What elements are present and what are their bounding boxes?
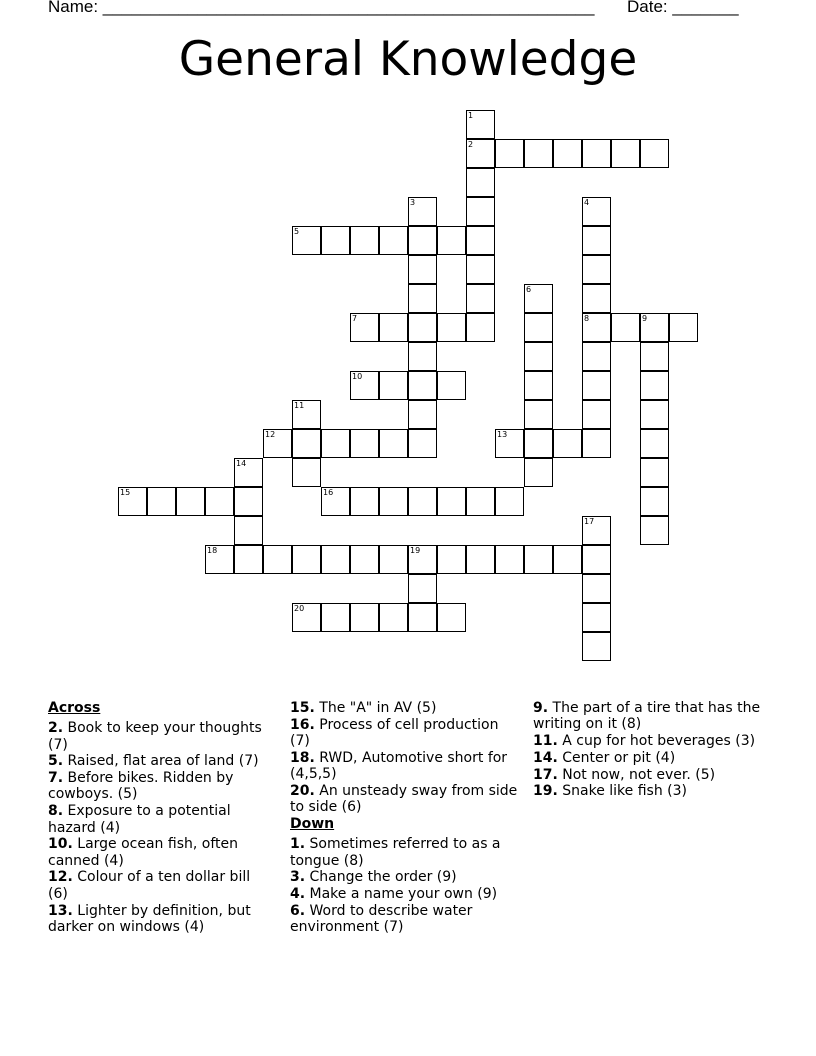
- clue-number: 9.: [533, 700, 549, 716]
- clue-text: Book to keep your thoughts (7): [48, 720, 262, 753]
- clue-number: 12.: [48, 869, 73, 886]
- clue-number-label: 3: [410, 198, 416, 207]
- clue-text: Word to describe water environment (7): [290, 903, 473, 936]
- grid-cell[interactable]: [437, 487, 466, 516]
- grid-cell[interactable]: [379, 371, 408, 400]
- clue-down-6: [290, 903, 518, 936]
- clue-number: 4.: [290, 886, 306, 903]
- across-heading: Across: [48, 700, 101, 716]
- clues-column-3: [533, 700, 763, 800]
- clue-text: RWD, Automotive short for (4,5,5): [290, 749, 508, 783]
- grid-cell[interactable]: [205, 545, 234, 574]
- grid-cell[interactable]: [524, 400, 553, 429]
- grid-cell[interactable]: [495, 487, 524, 516]
- clue-down-4: [290, 886, 518, 902]
- clue-across-8: [48, 803, 273, 836]
- grid-cell[interactable]: [524, 139, 553, 168]
- clue-text: Make a name your own (9): [309, 886, 498, 903]
- grid-cell[interactable]: [582, 255, 611, 284]
- grid-cell[interactable]: [321, 487, 350, 516]
- clue-number: 11.: [533, 733, 558, 750]
- clue-down-9: [533, 700, 763, 733]
- grid-cell[interactable]: [669, 313, 698, 342]
- grid-cell[interactable]: [292, 458, 321, 487]
- clue-number-label: 15: [120, 488, 131, 497]
- clue-number-label: 7: [352, 314, 358, 323]
- clue-number: 14.: [533, 749, 558, 766]
- date-field-label[interactable]: Date: _______: [627, 0, 739, 16]
- clue-number-label: 10: [352, 372, 363, 381]
- clue-number-label: 13: [497, 430, 508, 439]
- clue-text: Lighter by definition, but darker on windows (4): [48, 902, 251, 935]
- grid-cell[interactable]: [640, 371, 669, 400]
- clue-across-12: [48, 869, 273, 902]
- grid-cell[interactable]: [292, 400, 321, 429]
- clue-text: Not now, not ever. (5): [562, 766, 716, 783]
- grid-cell[interactable]: [379, 429, 408, 458]
- clue-number: 2.: [48, 720, 64, 737]
- grid-cell[interactable]: [495, 545, 524, 574]
- grid-cell[interactable]: [640, 400, 669, 429]
- grid-cell[interactable]: [379, 545, 408, 574]
- grid-cell[interactable]: [234, 487, 263, 516]
- grid-cell[interactable]: [408, 284, 437, 313]
- grid-cell[interactable]: [234, 545, 263, 574]
- clue-text: Process of cell production (7): [290, 716, 499, 750]
- clue-text: Center or pit (4): [562, 749, 676, 766]
- grid-cell[interactable]: [466, 313, 495, 342]
- grid-cell[interactable]: [640, 458, 669, 487]
- grid-cell[interactable]: [408, 487, 437, 516]
- clue-number-label: 14: [236, 459, 247, 468]
- grid-cell[interactable]: [437, 545, 466, 574]
- clue-number: 8.: [48, 803, 64, 820]
- grid-cell[interactable]: [321, 603, 350, 632]
- grid-cell[interactable]: [350, 603, 379, 632]
- clue-number: 7.: [48, 770, 64, 787]
- grid-cell[interactable]: [582, 197, 611, 226]
- grid-cell[interactable]: [611, 139, 640, 168]
- grid-cell[interactable]: [466, 545, 495, 574]
- name-field-label[interactable]: Name: ____________________________________________________: [48, 0, 595, 16]
- clue-across-10: [48, 836, 273, 869]
- clue-number-label: 8: [584, 314, 590, 323]
- grid-cell[interactable]: [553, 139, 582, 168]
- grid-cell[interactable]: [466, 110, 495, 139]
- clue-across-18: [290, 750, 518, 783]
- grid-cell[interactable]: [321, 226, 350, 255]
- grid-cell[interactable]: [524, 313, 553, 342]
- clue-number: 17.: [533, 766, 558, 783]
- clue-text: Sometimes referred to as a tongue (8): [290, 836, 501, 869]
- grid-cell[interactable]: [524, 429, 553, 458]
- grid-cell[interactable]: [350, 226, 379, 255]
- clue-across-20: [290, 783, 518, 816]
- grid-cell[interactable]: [350, 487, 379, 516]
- clue-text: The part of a tire that has the writing on it (8): [533, 700, 761, 733]
- grid-cell[interactable]: [408, 371, 437, 400]
- grid-cell[interactable]: [408, 313, 437, 342]
- grid-cell[interactable]: [611, 313, 640, 342]
- grid-cell[interactable]: [234, 516, 263, 545]
- grid-cell[interactable]: [379, 487, 408, 516]
- grid-cell[interactable]: [524, 545, 553, 574]
- clue-number-label: 18: [207, 546, 218, 555]
- grid-cell[interactable]: [582, 342, 611, 371]
- clue-text: Before bikes. Ridden by cowboys. (5): [48, 770, 234, 803]
- clue-down-14: [533, 750, 763, 766]
- clue-number: 18.: [290, 749, 315, 766]
- grid-cell[interactable]: [466, 197, 495, 226]
- grid-cell[interactable]: [379, 313, 408, 342]
- grid-cell[interactable]: [640, 342, 669, 371]
- down-heading: Down: [290, 816, 335, 833]
- clue-across-5: [48, 753, 273, 769]
- grid-cell[interactable]: [582, 545, 611, 574]
- grid-cell[interactable]: [263, 545, 292, 574]
- grid-cell[interactable]: [408, 545, 437, 574]
- grid-cell[interactable]: [437, 371, 466, 400]
- clue-across-13: [48, 903, 273, 936]
- grid-cell[interactable]: [350, 545, 379, 574]
- clue-across-15: [290, 700, 518, 716]
- grid-cell[interactable]: [350, 313, 379, 342]
- grid-cell[interactable]: [524, 371, 553, 400]
- clue-number-label: 4: [584, 198, 590, 207]
- grid-cell[interactable]: [524, 342, 553, 371]
- clue-down-11: [533, 733, 763, 749]
- clue-number-label: 11: [294, 401, 305, 410]
- grid-cell[interactable]: [495, 139, 524, 168]
- grid-cell[interactable]: [408, 429, 437, 458]
- clue-across-7: [48, 770, 273, 803]
- grid-cell[interactable]: [466, 284, 495, 313]
- page-title: General Knowledge: [178, 32, 638, 87]
- clue-number-label: 1: [468, 111, 474, 120]
- grid-cell[interactable]: [582, 632, 611, 661]
- grid-cell[interactable]: [379, 603, 408, 632]
- grid-cell[interactable]: [379, 226, 408, 255]
- clue-text: A cup for hot beverages (3): [562, 733, 756, 750]
- grid-cell[interactable]: [524, 458, 553, 487]
- clue-down-3: [290, 869, 518, 885]
- clue-text: An unsteady sway from side to side (6): [290, 782, 518, 816]
- clue-number-label: 19: [410, 546, 421, 555]
- clue-number: 3.: [290, 869, 306, 886]
- grid-cell[interactable]: [292, 603, 321, 632]
- grid-cell[interactable]: [321, 545, 350, 574]
- clue-number: 15.: [290, 700, 315, 716]
- grid-cell[interactable]: [350, 429, 379, 458]
- grid-cell[interactable]: [466, 226, 495, 255]
- grid-cell[interactable]: [640, 429, 669, 458]
- grid-cell[interactable]: [466, 168, 495, 197]
- grid-cell[interactable]: [582, 516, 611, 545]
- grid-cell[interactable]: [118, 487, 147, 516]
- clue-text: The "A" in AV (5): [319, 700, 437, 716]
- clue-number: 19.: [533, 783, 558, 800]
- grid-cell[interactable]: [582, 313, 611, 342]
- grid-cell[interactable]: [408, 603, 437, 632]
- grid-cell[interactable]: [582, 139, 611, 168]
- grid-cell[interactable]: [640, 516, 669, 545]
- clue-number: 5.: [48, 753, 64, 770]
- clue-across-2: [48, 720, 273, 753]
- grid-cell[interactable]: [582, 603, 611, 632]
- grid-cell[interactable]: [408, 255, 437, 284]
- clues-column-1: [48, 700, 273, 936]
- clue-number-label: 17: [584, 517, 595, 526]
- grid-cell[interactable]: [408, 197, 437, 226]
- grid-cell[interactable]: [495, 429, 524, 458]
- grid-cell[interactable]: [437, 226, 466, 255]
- grid-cell[interactable]: [640, 487, 669, 516]
- grid-cell[interactable]: [408, 574, 437, 603]
- clue-number: 16.: [290, 716, 315, 733]
- clue-number-label: 6: [526, 285, 532, 294]
- grid-cell[interactable]: [524, 284, 553, 313]
- grid-cell[interactable]: [466, 487, 495, 516]
- grid-cell[interactable]: [582, 371, 611, 400]
- clue-number-label: 2: [468, 140, 474, 149]
- clue-number: 10.: [48, 836, 73, 853]
- clue-text: Exposure to a potential hazard (4): [48, 803, 231, 836]
- grid-cell[interactable]: [263, 429, 292, 458]
- grid-cell[interactable]: [408, 342, 437, 371]
- grid-cell[interactable]: [640, 139, 669, 168]
- grid-cell[interactable]: [321, 429, 350, 458]
- clue-number-label: 12: [265, 430, 276, 439]
- grid-cell[interactable]: [582, 400, 611, 429]
- grid-cell[interactable]: [408, 400, 437, 429]
- clue-number-label: 20: [294, 604, 305, 613]
- grid-cell[interactable]: [640, 313, 669, 342]
- grid-cell[interactable]: [234, 458, 263, 487]
- clue-down-17: [533, 767, 763, 783]
- clue-number: 13.: [48, 902, 73, 919]
- clue-number-label: 5: [294, 227, 300, 236]
- grid-cell[interactable]: [466, 139, 495, 168]
- clue-number-label: 9: [642, 314, 648, 323]
- grid-cell[interactable]: [466, 255, 495, 284]
- grid-cell[interactable]: [176, 487, 205, 516]
- grid-cell[interactable]: [582, 284, 611, 313]
- clue-text: Change the order (9): [309, 869, 457, 886]
- grid-cell[interactable]: [437, 603, 466, 632]
- clue-down-19: [533, 783, 763, 799]
- grid-cell[interactable]: [292, 545, 321, 574]
- grid-cell[interactable]: [147, 487, 176, 516]
- clues-column-2: [290, 700, 518, 936]
- grid-cell[interactable]: [582, 429, 611, 458]
- grid-cell[interactable]: [437, 313, 466, 342]
- clue-number: 6.: [290, 903, 306, 920]
- clue-text: Snake like fish (3): [562, 783, 687, 800]
- grid-cell[interactable]: [553, 545, 582, 574]
- clue-number-label: 16: [323, 488, 334, 497]
- grid-cell[interactable]: [292, 429, 321, 458]
- clue-down-1: [290, 836, 518, 869]
- grid-cell[interactable]: [292, 226, 321, 255]
- grid-cell[interactable]: [582, 226, 611, 255]
- clue-text: Raised, flat area of land (7): [67, 753, 259, 770]
- grid-cell[interactable]: [553, 429, 582, 458]
- clue-number: 20.: [290, 782, 315, 799]
- grid-cell[interactable]: [205, 487, 234, 516]
- grid-cell[interactable]: [350, 371, 379, 400]
- clue-text: Colour of a ten dollar bill (6): [48, 869, 251, 902]
- clue-number: 1.: [290, 836, 306, 853]
- grid-cell[interactable]: [408, 226, 437, 255]
- clue-across-16: [290, 717, 518, 750]
- clue-text: Large ocean fish, often canned (4): [48, 836, 238, 869]
- grid-cell[interactable]: [582, 574, 611, 603]
